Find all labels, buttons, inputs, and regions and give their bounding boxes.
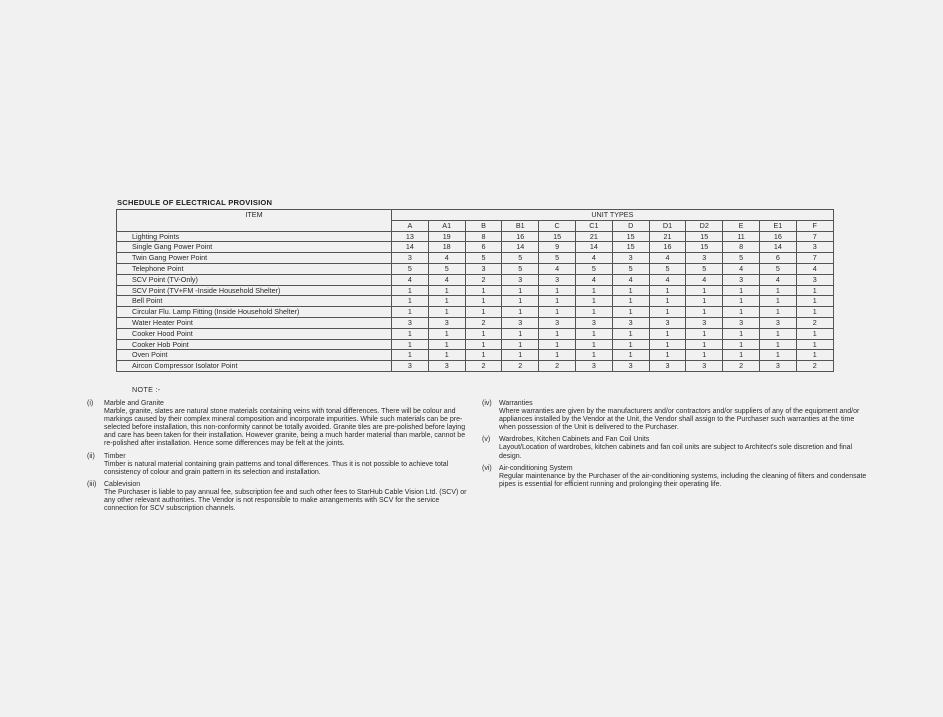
unit-type-header: F [796, 220, 833, 231]
quantity-cell: 1 [649, 285, 686, 296]
quantity-cell: 1 [796, 296, 833, 307]
schedule-body [117, 231, 834, 371]
quantity-cell: 1 [686, 296, 723, 307]
note-body [104, 400, 473, 449]
electrical-schedule-table [116, 209, 834, 372]
item-name-cell: SCV Point (TV-Only) [117, 274, 392, 285]
quantity-cell: 4 [796, 263, 833, 274]
quantity-cell: 2 [539, 361, 576, 372]
quantity-cell: 16 [502, 231, 539, 242]
quantity-cell: 1 [796, 285, 833, 296]
quantity-cell: 5 [575, 263, 612, 274]
unit-type-header: E [723, 220, 760, 231]
table-row [117, 263, 834, 274]
quantity-cell: 1 [502, 350, 539, 361]
quantity-cell: 3 [649, 317, 686, 328]
item-name-cell: Circular Flu. Lamp Fitting (Inside Household Shelter) [117, 307, 392, 318]
quantity-cell: 1 [539, 307, 576, 318]
table-header-row [117, 210, 834, 221]
quantity-cell: 1 [465, 350, 502, 361]
quantity-cell: 1 [539, 339, 576, 350]
quantity-cell: 15 [539, 231, 576, 242]
quantity-cell: 2 [796, 317, 833, 328]
quantity-cell: 4 [649, 253, 686, 264]
item-name-cell: Water Heater Point [117, 317, 392, 328]
quantity-cell: 21 [649, 231, 686, 242]
quantity-cell: 4 [723, 263, 760, 274]
quantity-cell: 9 [539, 242, 576, 253]
quantity-cell: 1 [465, 296, 502, 307]
quantity-cell: 3 [649, 361, 686, 372]
quantity-cell: 1 [428, 307, 465, 318]
table-row [117, 296, 834, 307]
quantity-cell: 3 [502, 317, 539, 328]
item-column-header: ITEM [117, 210, 392, 232]
quantity-cell: 3 [723, 274, 760, 285]
quantity-cell: 4 [428, 253, 465, 264]
quantity-cell: 3 [686, 361, 723, 372]
quantity-cell: 5 [539, 253, 576, 264]
note-item [482, 436, 870, 460]
quantity-cell: 5 [612, 263, 649, 274]
quantity-cell: 3 [612, 253, 649, 264]
quantity-cell: 3 [796, 274, 833, 285]
quantity-cell: 1 [575, 285, 612, 296]
quantity-cell: 3 [723, 317, 760, 328]
quantity-cell: 5 [465, 253, 502, 264]
quantity-cell: 5 [723, 253, 760, 264]
quantity-cell: 1 [392, 307, 429, 318]
quantity-cell: 1 [612, 328, 649, 339]
note-body [104, 453, 473, 477]
quantity-cell: 16 [649, 242, 686, 253]
quantity-cell: 5 [392, 263, 429, 274]
quantity-cell: 4 [575, 253, 612, 264]
quantity-cell: 15 [686, 242, 723, 253]
quantity-cell: 1 [612, 350, 649, 361]
quantity-cell: 4 [649, 274, 686, 285]
quantity-cell: 15 [612, 231, 649, 242]
unit-type-header: C [539, 220, 576, 231]
quantity-cell: 1 [612, 285, 649, 296]
quantity-cell: 3 [575, 361, 612, 372]
quantity-cell: 14 [759, 242, 796, 253]
quantity-cell: 4 [759, 274, 796, 285]
unit-type-header: D [612, 220, 649, 231]
table-row [117, 317, 834, 328]
note-number: (v) [482, 436, 491, 444]
quantity-cell: 1 [575, 350, 612, 361]
note-text: Where warranties are given by the manufacturers and/or contractors and/or suppliers of any of the equipment and/or appliances installed by the Vendor at the Unit, the Vendor shall assign to the Purchaser such warranties at the time when possession of the Unit is delivered to the Purchaser. [499, 408, 860, 432]
quantity-cell: 21 [575, 231, 612, 242]
quantity-cell: 1 [759, 307, 796, 318]
quantity-cell: 1 [502, 339, 539, 350]
quantity-cell: 14 [502, 242, 539, 253]
schedule-title: SCHEDULE OF ELECTRICAL PROVISION [117, 198, 273, 207]
quantity-cell: 1 [686, 350, 723, 361]
quantity-cell: 1 [649, 307, 686, 318]
quantity-cell: 1 [539, 350, 576, 361]
quantity-cell: 8 [723, 242, 760, 253]
quantity-cell: 13 [392, 231, 429, 242]
quantity-cell: 1 [392, 285, 429, 296]
note-text: Layout/Location of wardrobes, kitchen cabinets and fan coil units are subject to Architect's sole discretion and final design. [499, 444, 853, 460]
item-name-cell: Cooker Hob Point [117, 339, 392, 350]
table-row [117, 285, 834, 296]
quantity-cell: 1 [759, 328, 796, 339]
quantity-cell: 19 [428, 231, 465, 242]
quantity-cell: 1 [723, 339, 760, 350]
quantity-cell: 2 [796, 361, 833, 372]
quantity-cell: 1 [686, 285, 723, 296]
quantity-cell: 5 [428, 263, 465, 274]
note-text: Timber is natural material containing grain patterns and tonal differences. Thus it is not possible to achieve total consistency of colour and grain pattern in its selection and installation. [104, 460, 449, 476]
quantity-cell: 1 [759, 285, 796, 296]
quantity-cell: 1 [649, 350, 686, 361]
quantity-cell: 3 [612, 317, 649, 328]
quantity-cell: 1 [428, 328, 465, 339]
quantity-cell: 1 [392, 328, 429, 339]
quantity-cell: 3 [392, 253, 429, 264]
quantity-cell: 1 [502, 285, 539, 296]
quantity-cell: 1 [465, 328, 502, 339]
quantity-cell: 1 [759, 339, 796, 350]
item-name-cell: Oven Point [117, 350, 392, 361]
table-row [117, 328, 834, 339]
quantity-cell: 1 [612, 296, 649, 307]
quantity-cell: 1 [575, 339, 612, 350]
quantity-cell: 3 [428, 361, 465, 372]
quantity-cell: 1 [649, 296, 686, 307]
note-item [87, 481, 473, 513]
note-text: Marble, granite, slates are natural stone materials containing veins with tonal differences. There will be colour and markings caused by their complex mineral composition and incorporate impurities. While such materials can be pre-selected before installation, this non-conformity cannot be totally avoided. Granite tiles are pre-polished before laying and care has been taken for their installation. However granite, being a much harder material than marble, cannot be re-polished after installation. Hence some differences may be felt at the joints. [104, 408, 466, 448]
quantity-cell: 1 [392, 296, 429, 307]
quantity-cell: 18 [428, 242, 465, 253]
quantity-cell: 5 [502, 253, 539, 264]
quantity-cell: 1 [465, 307, 502, 318]
quantity-cell: 1 [723, 350, 760, 361]
item-name-cell: Single Gang Power Point [117, 242, 392, 253]
quantity-cell: 1 [612, 307, 649, 318]
quantity-cell: 5 [649, 263, 686, 274]
quantity-cell: 3 [465, 263, 502, 274]
quantity-cell: 1 [686, 307, 723, 318]
quantity-cell: 15 [686, 231, 723, 242]
note-number: (vi) [482, 464, 492, 472]
quantity-cell: 1 [759, 296, 796, 307]
quantity-cell: 1 [539, 328, 576, 339]
note-item [482, 400, 870, 432]
item-name-cell: Lighting Points [117, 231, 392, 242]
quantity-cell: 2 [502, 361, 539, 372]
unit-type-header: E1 [759, 220, 796, 231]
quantity-cell: 2 [465, 317, 502, 328]
unit-type-header: A1 [428, 220, 465, 231]
quantity-cell: 1 [796, 339, 833, 350]
quantity-cell: 1 [723, 307, 760, 318]
quantity-cell: 1 [428, 350, 465, 361]
quantity-cell: 1 [723, 328, 760, 339]
quantity-cell: 1 [539, 285, 576, 296]
unit-type-header: D2 [686, 220, 723, 231]
quantity-cell: 1 [502, 307, 539, 318]
quantity-cell: 7 [796, 253, 833, 264]
quantity-cell: 1 [796, 328, 833, 339]
table-row [117, 274, 834, 285]
quantity-cell: 3 [759, 361, 796, 372]
table-row [117, 242, 834, 253]
quantity-cell: 3 [796, 242, 833, 253]
quantity-cell: 3 [539, 274, 576, 285]
quantity-cell: 8 [465, 231, 502, 242]
quantity-cell: 3 [392, 361, 429, 372]
quantity-cell: 1 [723, 296, 760, 307]
item-name-cell: SCV Point (TV+FM -Inside Household Shelter) [117, 285, 392, 296]
quantity-cell: 3 [686, 317, 723, 328]
quantity-cell: 1 [392, 339, 429, 350]
note-number: (iii) [87, 480, 97, 488]
quantity-cell: 3 [392, 317, 429, 328]
note-item [87, 453, 473, 477]
unit-type-header: A [392, 220, 429, 231]
quantity-cell: 7 [796, 231, 833, 242]
quantity-cell: 3 [759, 317, 796, 328]
quantity-cell: 3 [612, 361, 649, 372]
quantity-cell: 4 [612, 274, 649, 285]
quantity-cell: 2 [723, 361, 760, 372]
quantity-cell: 1 [686, 339, 723, 350]
quantity-cell: 2 [465, 361, 502, 372]
table-row [117, 361, 834, 372]
note-body [499, 465, 870, 489]
quantity-cell: 5 [502, 263, 539, 274]
quantity-cell: 1 [575, 328, 612, 339]
note-title: Timber [104, 452, 126, 460]
table-row [117, 307, 834, 318]
item-name-cell: Telephone Point [117, 263, 392, 274]
quantity-cell: 1 [428, 339, 465, 350]
quantity-cell: 14 [392, 242, 429, 253]
quantity-cell: 2 [465, 274, 502, 285]
quantity-cell: 3 [539, 317, 576, 328]
quantity-cell: 3 [428, 317, 465, 328]
quantity-cell: 15 [612, 242, 649, 253]
unit-type-header: B1 [502, 220, 539, 231]
quantity-cell: 16 [759, 231, 796, 242]
quantity-cell: 1 [502, 328, 539, 339]
note-body [104, 481, 473, 513]
quantity-cell: 1 [575, 296, 612, 307]
item-name-cell: Twin Gang Power Point [117, 253, 392, 264]
note-body [499, 436, 870, 460]
note-number: (iv) [482, 400, 492, 407]
quantity-cell: 1 [612, 339, 649, 350]
notes-right-column [482, 400, 870, 493]
quantity-cell: 1 [686, 328, 723, 339]
table-row [117, 231, 834, 242]
note-title: Cablevision [104, 480, 141, 488]
quantity-cell: 3 [686, 253, 723, 264]
quantity-cell: 6 [759, 253, 796, 264]
note-title: Air-conditioning System [499, 464, 573, 472]
quantity-cell: 4 [392, 274, 429, 285]
note-title: Wardrobes, Kitchen Cabinets and Fan Coil Units [499, 436, 650, 444]
quantity-cell: 1 [428, 285, 465, 296]
note-label: NOTE :- [132, 385, 161, 394]
quantity-cell: 1 [575, 307, 612, 318]
note-item [87, 400, 473, 449]
quantity-cell: 4 [539, 263, 576, 274]
unit-type-header: C1 [575, 220, 612, 231]
quantity-cell: 1 [649, 328, 686, 339]
item-name-cell: Cooker Hood Point [117, 328, 392, 339]
table-row [117, 350, 834, 361]
quantity-cell: 5 [759, 263, 796, 274]
unit-types-header: UNIT TYPES [392, 210, 834, 221]
quantity-cell: 1 [796, 350, 833, 361]
note-text: Regular maintenance by the Purchaser of the air-conditioning systems, including the cleaning of filters and condensate pipes is essential for efficient running and prolonging their operating life. [499, 472, 867, 488]
note-number: (ii) [87, 452, 95, 460]
note-body [499, 400, 870, 432]
quantity-cell: 4 [686, 274, 723, 285]
notes-left-column [87, 400, 473, 517]
quantity-cell: 3 [575, 317, 612, 328]
quantity-cell: 1 [723, 285, 760, 296]
quantity-cell: 3 [502, 274, 539, 285]
quantity-cell: 5 [686, 263, 723, 274]
quantity-cell: 1 [539, 296, 576, 307]
quantity-cell: 1 [392, 350, 429, 361]
table-row [117, 253, 834, 264]
item-name-cell: Aircon Compressor Isolator Point [117, 361, 392, 372]
quantity-cell: 14 [575, 242, 612, 253]
note-number: (i) [87, 400, 94, 407]
quantity-cell: 1 [649, 339, 686, 350]
note-title: Warranties [499, 400, 533, 407]
quantity-cell: 1 [502, 296, 539, 307]
item-name-cell: Bell Point [117, 296, 392, 307]
quantity-cell: 1 [465, 339, 502, 350]
quantity-cell: 1 [796, 307, 833, 318]
quantity-cell: 4 [428, 274, 465, 285]
quantity-cell: 1 [465, 285, 502, 296]
note-text: The Purchaser is liable to pay annual fee, subscription fee and such other fees to StarHub Cable Vision Ltd. (SCV) or any other relevant authorities. The Vendor is not responsible to make arrangements with SCV for the service connection for SCV subscription channels. [104, 488, 467, 513]
note-title: Marble and Granite [104, 400, 164, 407]
quantity-cell: 4 [575, 274, 612, 285]
quantity-cell: 1 [428, 296, 465, 307]
unit-type-header: B [465, 220, 502, 231]
quantity-cell: 6 [465, 242, 502, 253]
quantity-cell: 1 [759, 350, 796, 361]
unit-type-header: D1 [649, 220, 686, 231]
table-row [117, 339, 834, 350]
note-item [482, 465, 870, 489]
quantity-cell: 11 [723, 231, 760, 242]
